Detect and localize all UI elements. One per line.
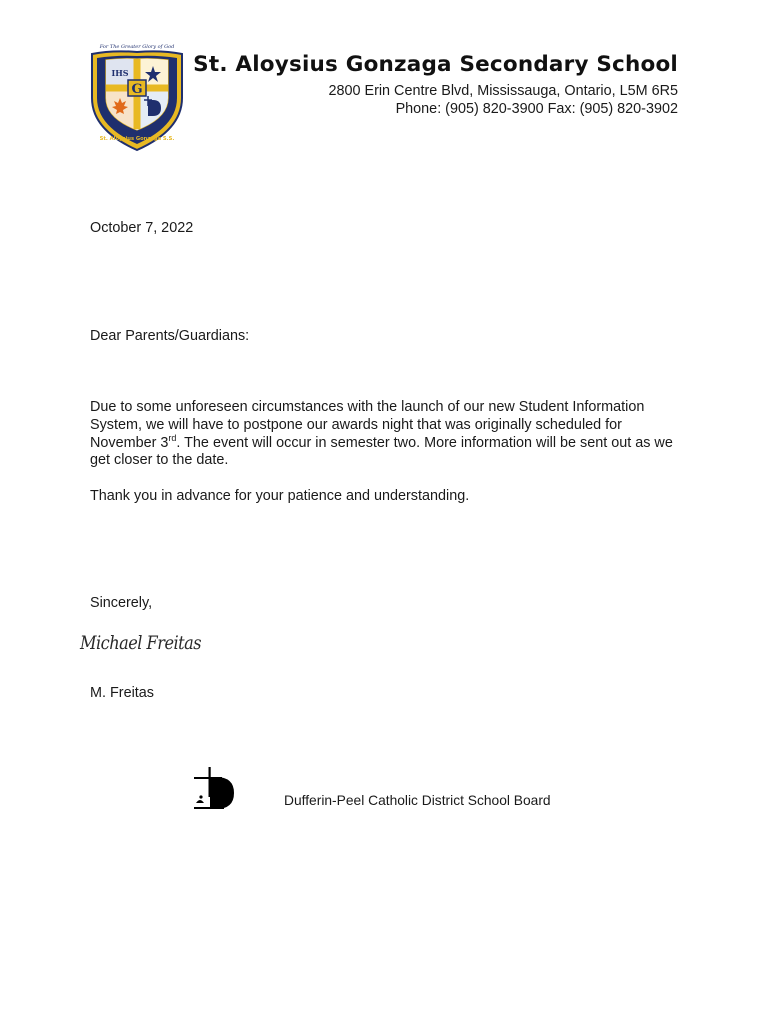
letter-date: October 7, 2022 (90, 220, 194, 236)
school-board-name: Dufferin-Peel Catholic District School Board (284, 793, 551, 808)
letter-closing: Sincerely, (90, 595, 153, 611)
school-address: 2800 Erin Centre Blvd, Mississauga, Ontario, L5M 6R5 (328, 83, 678, 99)
school-crest-icon (86, 42, 188, 154)
letter-salutation: Dear Parents/Guardians: (90, 328, 250, 344)
svg-text:IHS: IHS (111, 68, 129, 78)
paragraph-1-text: Due to some unforeseen circumstances with the launch of our new Student Information System, we will have to postpone our awards night that was originally scheduled for November 3 (90, 399, 645, 451)
school-name: St. Aloysius Gonzaga Secondary School (193, 52, 678, 77)
letter-paragraph-1 (90, 399, 680, 470)
svg-text:G: G (131, 82, 143, 97)
ordinal-suffix: rd (168, 432, 177, 443)
signer-name: M. Freitas (90, 685, 154, 701)
handwritten-signature: Michael Freitas (80, 632, 202, 654)
crest-motto: For The Greater Glory of God (99, 44, 175, 50)
letter-paragraph-2: Thank you in advance for your patience and understanding. (90, 488, 470, 504)
school-phone-fax: Phone: (905) 820-3900 Fax: (905) 820-3902 (395, 101, 678, 117)
cross-and-d-icon (192, 767, 238, 813)
crest-ring-text: St. Aloysius Gonzaga S.S. (99, 136, 175, 142)
paragraph-1-text-continued: . The event will occur in semester two. More information will be sent out as we get closer to the date. (90, 434, 673, 469)
